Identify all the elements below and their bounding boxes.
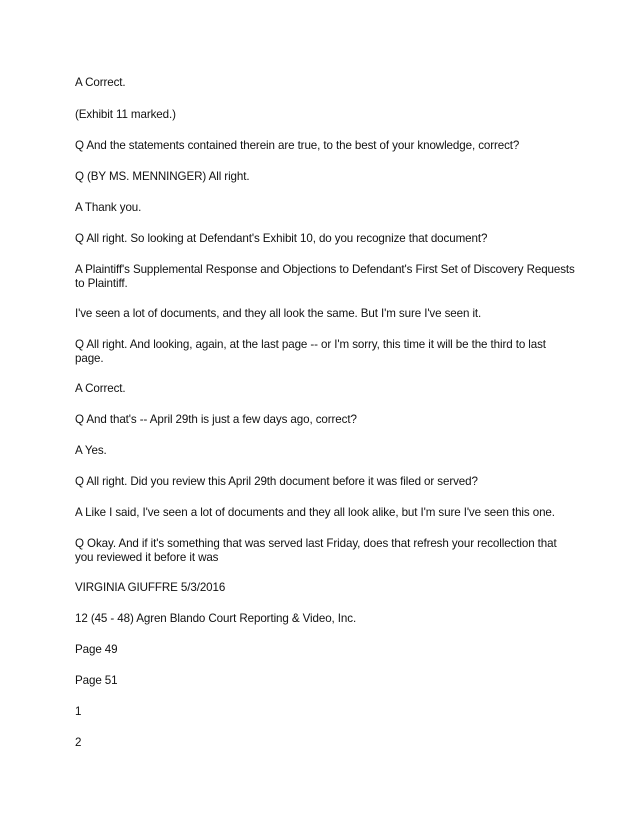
transcript-line: Q (BY MS. MENNINGER) All right. bbox=[75, 170, 250, 183]
transcript-line: A Plaintiff's Supplemental Response and Objections to Defendant's First Set of Discovery Requests to Plaintiff. bbox=[75, 263, 575, 290]
transcript-line: I've seen a lot of documents, and they all look the same. But I'm sure I've seen it. bbox=[75, 307, 482, 320]
page-number: Page 49 bbox=[75, 643, 118, 656]
transcript-line: A Correct. bbox=[75, 76, 126, 89]
transcript-line: Q Okay. And if it's something that was served last Friday, does that refresh your recollection that you reviewed it before it was bbox=[75, 537, 557, 564]
page-number: Page 51 bbox=[75, 674, 118, 687]
transcript-line: Q And the statements contained therein are true, to the best of your knowledge, correct? bbox=[75, 139, 520, 152]
line-number: 2 bbox=[75, 736, 82, 749]
transcript-line: A Correct. bbox=[75, 382, 126, 395]
transcript-line: Q And that's -- April 29th is just a few days ago, correct? bbox=[75, 413, 357, 426]
transcript-line: A Thank you. bbox=[75, 201, 142, 214]
transcript-line: A Yes. bbox=[75, 444, 107, 457]
transcript-line: A Like I said, I've seen a lot of documents and they all look alike, but I'm sure I've seen this one. bbox=[75, 506, 555, 519]
transcript-line: Q All right. And looking, again, at the last page -- or I'm sorry, this time it will be the third to last page. bbox=[75, 338, 546, 365]
line-number: 1 bbox=[75, 705, 82, 718]
transcript-line: Q All right. Did you review this April 29th document before it was filed or served? bbox=[75, 475, 478, 488]
page-footer-reporter: 12 (45 - 48) Agren Blando Court Reporting & Video, Inc. bbox=[75, 612, 357, 625]
transcript-line: Q All right. So looking at Defendant's Exhibit 10, do you recognize that document? bbox=[75, 232, 488, 245]
page-footer-witness: VIRGINIA GIUFFRE 5/3/2016 bbox=[75, 581, 226, 594]
transcript-line: (Exhibit 11 marked.) bbox=[75, 108, 176, 121]
